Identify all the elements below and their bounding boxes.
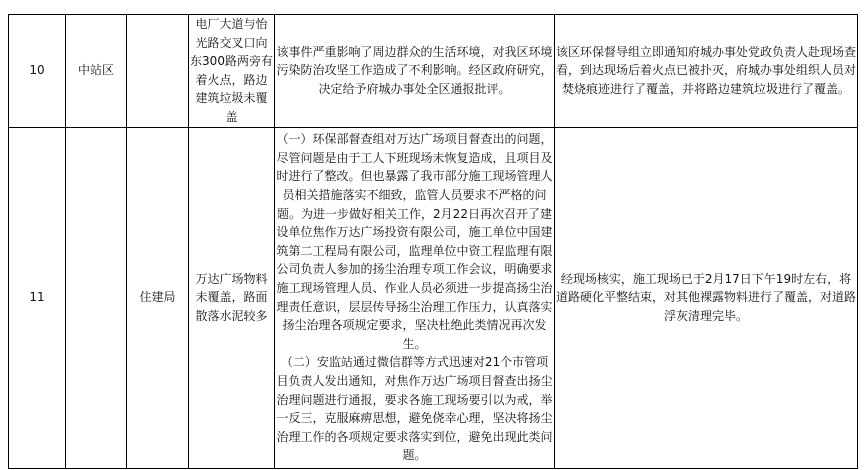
table-row (9, 15, 858, 128)
handling-paragraph-2: （二）安监站通过微信群等方式迅速对21个市管项目负责人发出通知，对焦作万达广场项目督查出扬尘治理问题进行通报，要求各施工现场要引以为戒，举一反三，克服麻痹思想，避免侥幸心理，坚决将扬尘治理工作的各项规定要求落实到位，避免出现此类问题。 (276, 355, 553, 463)
handling-paragraph-1: （一）环保部督查组对万达广场项目督查出的问题，尽管问题是由于工人下班现场未恢复造成，且项目及时进行了整改。但也暴露了我市部分施工现场管理人员相关措施落实不细致，监管人员要求不严格的问题。为进一步做好相关工作，2月22日再次召开了建设单位焦作万达广场投资有限公司，施工单位中国建筑第二工程局有限公司，监理单位中资工程监理有限公司负责人参加的扬尘治理专项工作会议，明确要求施工现场管理人员、作业人员必须进一步提高扬尘治理责任意识，层层传导扬尘治理工作压力，认真落实扬尘治理各项规定要求，坚决杜绝此类情况再次发生。 (276, 132, 553, 351)
department-cell: 住建局 (127, 127, 189, 468)
table-row (9, 127, 858, 468)
department-cell (127, 15, 189, 128)
handling-cell (275, 127, 555, 468)
issue-cell: 万达广场物料未覆盖，路面散落水泥较多 (189, 127, 275, 468)
row-number: 10 (9, 15, 66, 128)
notification-table (8, 14, 858, 469)
row-number: 11 (9, 127, 66, 468)
district-cell: 中站区 (66, 15, 127, 128)
handling-cell: 该事件严重影响了周边群众的生活环境，对我区环境污染防治攻坚工作造成了不利影响。经区政府研究，决定给予府城办事处全区通报批评。 (275, 15, 555, 128)
resolution-cell: 该区环保督导组立即通知府城办事处党政负责人赴现场查看，到达现场后着火点已被扑灭，府城办事处组织人员对焚烧痕迹进行了覆盖，并将路边建筑垃圾进行了覆盖。 (555, 15, 858, 128)
resolution-cell: 经现场核实，施工现场已于2月17日下午19时左右，将道路硬化平整结束，对其他裸露物料进行了覆盖，对道路浮灰清理完毕。 (555, 127, 858, 468)
district-cell (66, 127, 127, 468)
issue-cell: 电厂大道与怡光路交叉口向东300路两旁有着火点，路边建筑垃圾未覆盖 (189, 15, 275, 128)
